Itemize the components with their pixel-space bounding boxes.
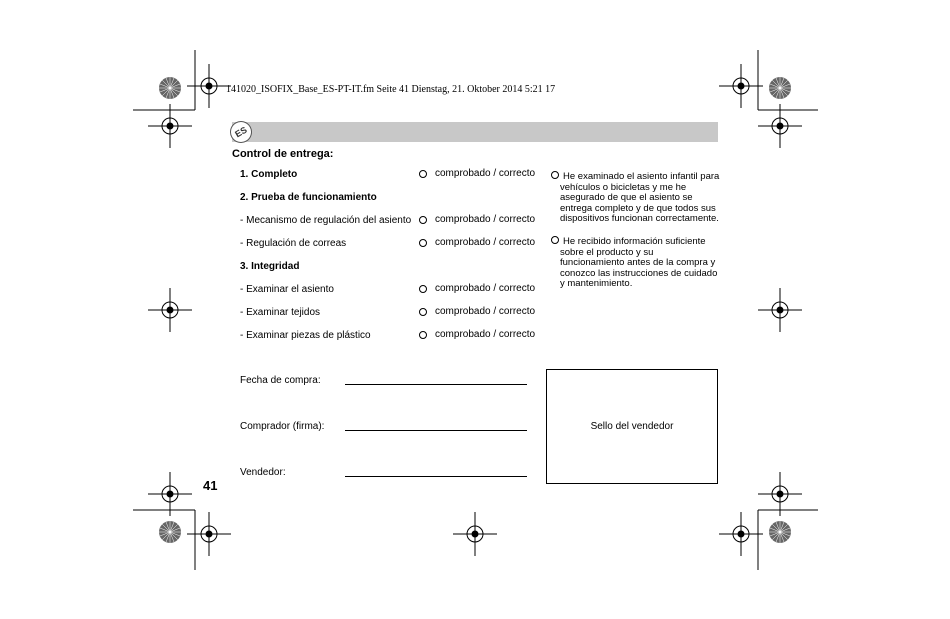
purchase-date-line[interactable] — [345, 383, 527, 385]
circle-checkbox-icon — [419, 285, 427, 293]
language-band — [232, 122, 718, 142]
language-badge: ES — [226, 117, 256, 147]
page-number: 41 — [203, 478, 218, 493]
circle-checkbox-icon — [419, 308, 427, 316]
buyer-signature-line[interactable] — [345, 429, 527, 431]
seller-line[interactable] — [345, 475, 527, 477]
checkbox-completo[interactable]: comprobado / correcto — [419, 168, 535, 179]
checklist-item: - Examinar tejidos — [240, 307, 321, 318]
file-header: 141020_ISOFIX_Base_ES-PT-IT.fm Seite 41 Dienstag, 21. Oktober 2014 5:21 17 — [226, 84, 556, 95]
section-title: Control de entrega: — [232, 148, 334, 160]
checklist-item: - Mecanismo de regulación del asiento — [240, 215, 412, 226]
circle-checkbox-icon — [419, 170, 427, 178]
seller-stamp-box — [546, 369, 718, 484]
circle-checkbox-icon — [419, 239, 427, 247]
seller-stamp-label: Sello del vendedor — [590, 421, 674, 432]
circle-checkbox-icon — [419, 331, 427, 339]
checklist-item: 1. Completo — [240, 169, 298, 180]
circle-checkbox-icon[interactable] — [551, 171, 559, 179]
circle-checkbox-icon[interactable] — [551, 236, 559, 244]
checkbox-asiento[interactable]: comprobado / correcto — [419, 283, 535, 294]
checklist-item: - Examinar el asiento — [240, 284, 334, 295]
checklist-item: 3. Integridad — [240, 261, 300, 272]
checkbox-correas[interactable]: comprobado / correcto — [419, 237, 535, 248]
checklist-item: 2. Prueba de funcionamiento — [240, 192, 377, 203]
checklist-item: - Regulación de correas — [240, 238, 347, 249]
purchase-date-label: Fecha de compra: — [240, 375, 321, 386]
checkbox-mecanismo[interactable]: comprobado / correcto — [419, 214, 535, 225]
seller-label: Vendedor: — [240, 467, 286, 478]
checkbox-plastico[interactable]: comprobado / correcto — [419, 329, 535, 340]
checklist-item: - Examinar piezas de plástico — [240, 330, 371, 341]
statement-informed: He recibido información suficiente sobre el producto y su funcionamiento antes de la compra y conozco las instrucciones de cuidado y mantenimiento. — [551, 236, 721, 290]
buyer-signature-label: Comprador (firma): — [240, 421, 325, 432]
statement-examined: He examinado el asiento infantil para vehículos o bicicletas y me he asegurado de que el asiento se entrega completo y de que todos sus dispositivos funcionan correctamente. — [551, 171, 721, 225]
checkbox-tejidos[interactable]: comprobado / correcto — [419, 306, 535, 317]
circle-checkbox-icon — [419, 216, 427, 224]
